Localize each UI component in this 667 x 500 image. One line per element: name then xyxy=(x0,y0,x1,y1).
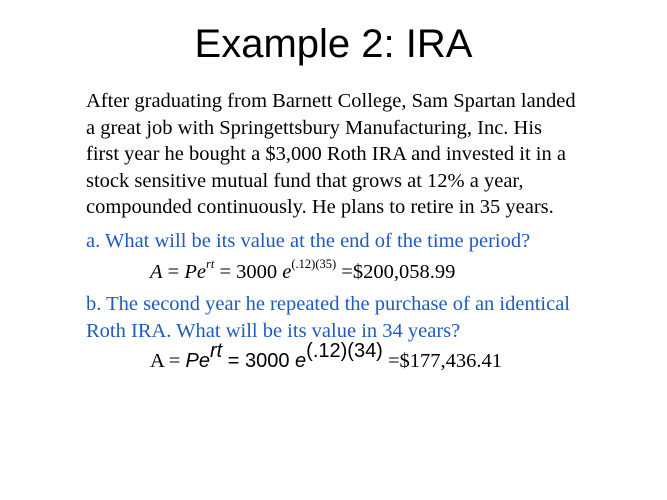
slide-title: Example 2: IRA xyxy=(194,22,473,66)
formula-a-p: P xyxy=(184,261,197,283)
formula-b-e2: e xyxy=(295,350,307,372)
formula-b-rt: rt xyxy=(209,340,223,363)
formula-b-p: P xyxy=(185,350,199,372)
formula-b xyxy=(150,340,503,374)
problem-statement xyxy=(86,88,646,221)
formula-b-exponent: (.12)(34) xyxy=(306,340,383,363)
question-b-line: b. The second year he repeated the purchase of an identical xyxy=(86,293,570,315)
formula-a xyxy=(150,259,455,285)
formula-a-result: =$200,058.99 xyxy=(336,261,456,283)
question-b xyxy=(86,291,646,344)
question-a: a. What will be its value at the end of the time period? xyxy=(86,230,531,252)
formula-a-e2: e xyxy=(282,261,292,283)
problem-line: stock sensitive mutual fund that grows at 12% a year, xyxy=(86,169,524,192)
formula-b-result: =$177,436.41 xyxy=(382,350,503,372)
problem-line: After graduating from Barnett College, Sam Spartan landed xyxy=(86,90,576,112)
formula-a-eq2: = 3000 xyxy=(214,261,283,283)
formula-a-eq1: = xyxy=(162,261,185,283)
formula-a-rt: rt xyxy=(205,257,215,272)
formula-a-lhs: A xyxy=(150,261,163,283)
formula-b-eq2: = 3000 xyxy=(222,350,296,372)
problem-line: first year he bought a $3,000 Roth IRA and invested it in a xyxy=(86,143,566,165)
formula-a-exponent: (.12)(35) xyxy=(291,257,337,272)
question-b-line: Roth IRA. What will be its value in 34 years? xyxy=(86,319,461,342)
formula-b-e: e xyxy=(198,350,210,372)
problem-line: compounded continuously. He plans to retire in 35 years. xyxy=(86,196,554,218)
formula-b-lhs: A = xyxy=(150,350,186,372)
problem-line: a great job with Springettsbury Manufacturing, Inc. His xyxy=(86,116,543,139)
formula-a-e: e xyxy=(196,261,206,283)
